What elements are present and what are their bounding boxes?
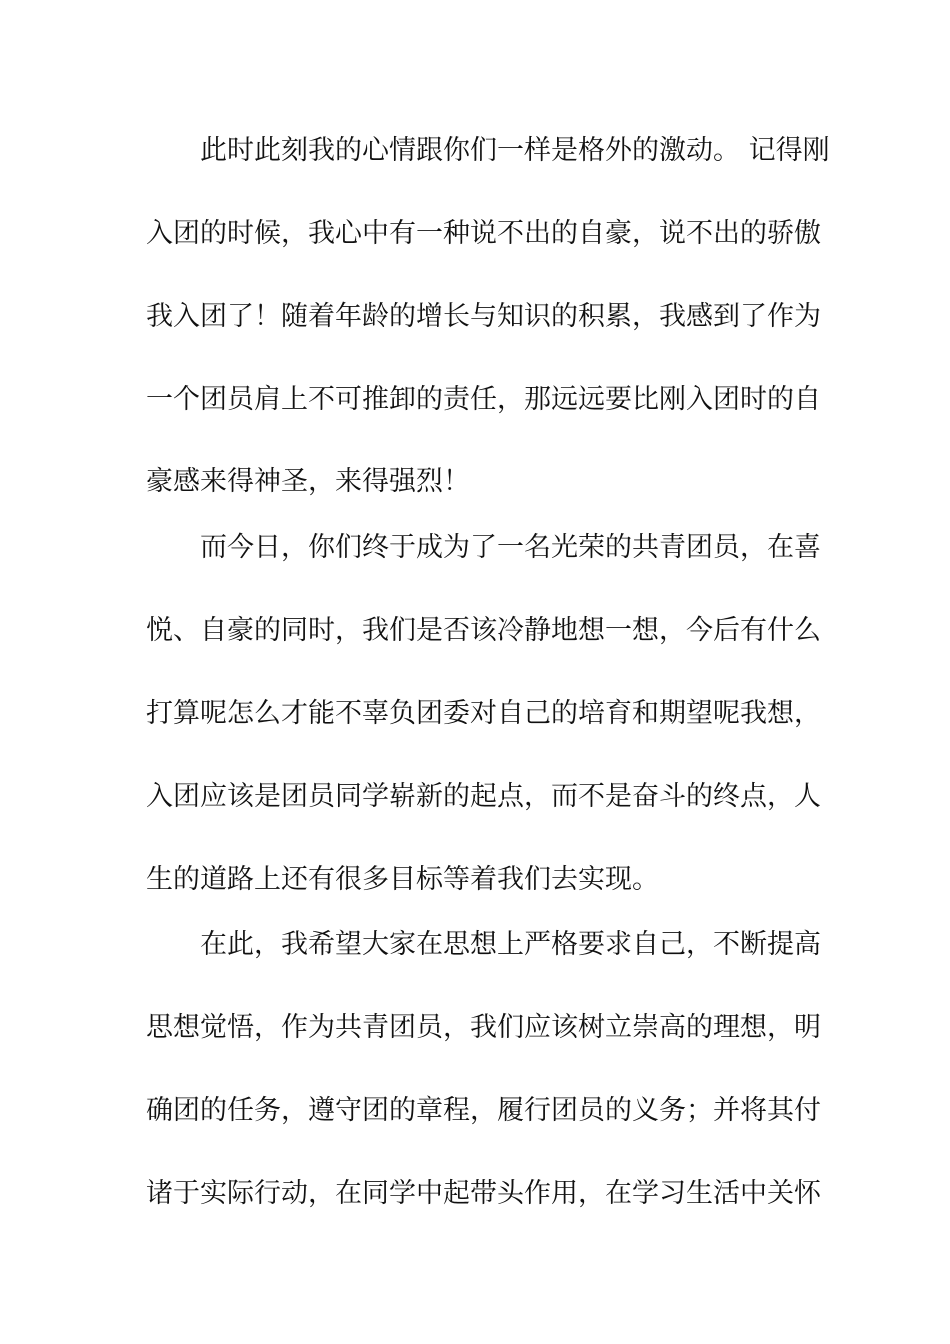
text-line: 一个团员肩上不可推卸的责任，那远远要比刚入团时的自: [146, 384, 821, 415]
text-line: 生的道路上还有很多目标等着我们去实现。: [146, 864, 659, 895]
text-line: 打算呢怎么才能不辜负团委对自己的培育和期望呢我想，: [146, 698, 821, 729]
text-line: 思想觉悟，作为共青团员，我们应该树立崇高的理想，明: [146, 1012, 821, 1043]
text-line: 此时此刻我的心情跟你们一样是格外的激动。 记得刚: [200, 135, 830, 166]
text-line: 我入团了！随着年龄的增长与知识的积累，我感到了作为: [146, 301, 821, 332]
text-line: 入团的时候，我心中有一种说不出的自豪，说不出的骄傲: [146, 218, 821, 249]
text-line: 在此，我希望大家在思想上严格要求自己，不断提高: [200, 929, 821, 960]
text-line: 悦、自豪的同时，我们是否该冷静地想一想，今后有什么: [146, 615, 821, 646]
text-line: 诸于实际行动，在同学中起带头作用，在学习生活中关怀: [146, 1178, 821, 1209]
text-line: 豪感来得神圣，来得强烈！: [146, 466, 470, 497]
text-line: 确团的任务，遵守团的章程，履行团员的义务；并将其付: [146, 1095, 821, 1126]
text-line: 而今日，你们终于成为了一名光荣的共青团员，在喜: [200, 532, 821, 563]
text-line: 入团应该是团员同学崭新的起点，而不是奋斗的终点，人: [146, 781, 821, 812]
